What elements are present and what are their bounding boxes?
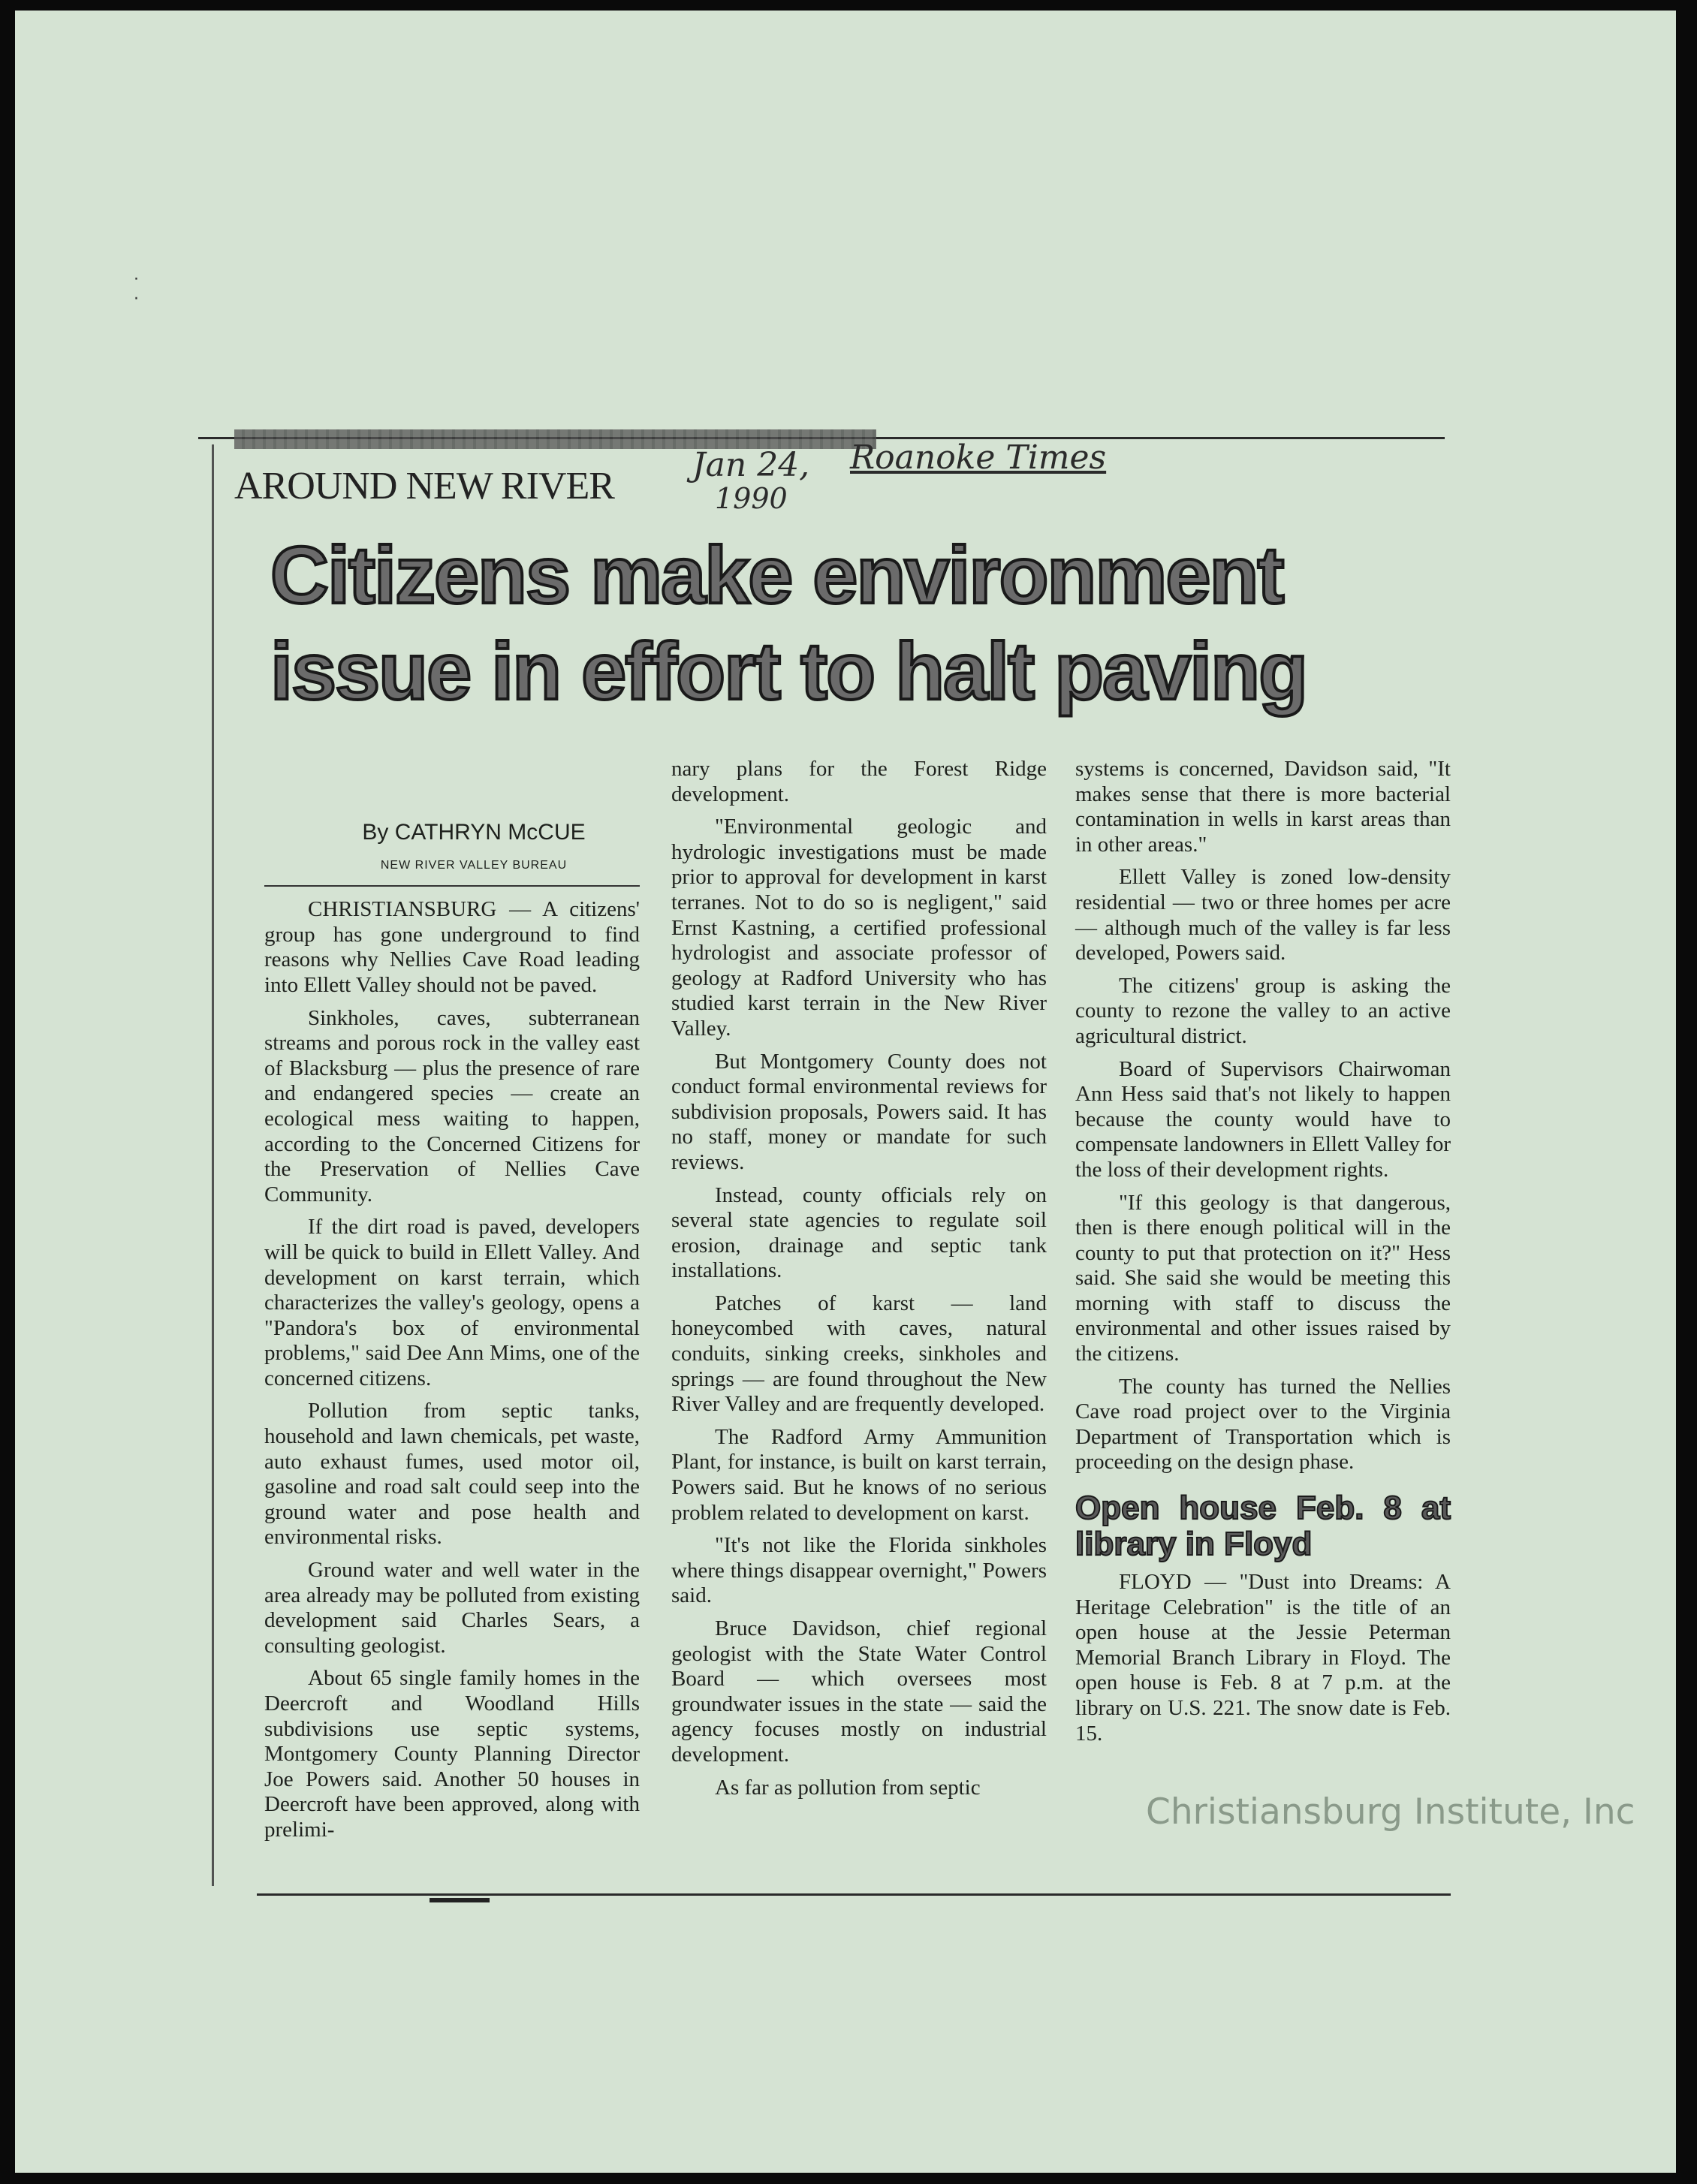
headline: Citizens make environment issue in effort to halt paving — [270, 529, 1307, 716]
byline-bureau: NEW RIVER VALLEY BUREAU — [380, 858, 568, 872]
paragraph: "If this geology is that dangerous, then is there enough political will in the county to put that protection on it?" Hess said. She said she would be meeting this morning with staff to discuss the environmental and other issues raised by the citizens. — [1075, 1190, 1451, 1366]
paragraph: If the dirt road is paved, developers will be quick to build in Ellett Valley. And development on karst terrain, which characterizes the valley's geology, opens a "Pandora's box of environmental problems," said Dee Ann Mims, one of the concerned citizens. — [264, 1215, 640, 1390]
newspaper-clipping — [212, 422, 1451, 1898]
paragraph: Ellett Valley is zoned low-density residential — two or three homes per acre — although much of the valley is far less developed, Powers said. — [1075, 865, 1451, 965]
bottom-mark — [430, 1898, 490, 1902]
paragraph: The Radford Army Ammunition Plant, for instance, is built on karst terrain, Powers said. But he knows of no serious problem related to development on karst. — [671, 1424, 1047, 1525]
column-head: AROUND NEW RIVER — [234, 465, 614, 508]
handwritten-note — [692, 438, 1113, 529]
handwritten-source: Roanoke Times — [850, 438, 1107, 477]
watermark: Christiansburg Institute, Inc — [1146, 1791, 1635, 1833]
sidebar-paragraph: FLOYD — "Dust into Dreams: A Heritage Celebration" is the title of an open house at the Jessie Peterman Memorial Branch Library in Floyd. The open house is Feb. 8 at 7 p.m. at the library on U.S. 221. The snow date is Feb. 15. — [1075, 1570, 1451, 1746]
paragraph: CHRISTIANSBURG — A citizens' group has gone underground to find reasons why Nellies Cave Road leading into Ellett Valley should not be paved. — [264, 897, 640, 997]
left-rule — [212, 444, 214, 1886]
column-3 — [1075, 757, 1451, 1754]
paragraph: Instead, county officials rely on several state agencies to regulate soil erosion, drainage and septic tank installations. — [671, 1182, 1047, 1283]
paragraph: Board of Supervisors Chairwoman Ann Hess said that's not likely to happen because the county would have to compensate landowners in Ellett Valley for the loss of their development rights. — [1075, 1056, 1451, 1182]
margin-specks: · · — [134, 270, 139, 309]
paragraph: The county has turned the Nellies Cave road project over to the Virginia Department of Transportation which is proceeding on the design phase. — [1075, 1374, 1451, 1475]
handwritten-date: Jan 24, — [692, 446, 810, 484]
byline-rule — [264, 885, 640, 887]
paragraph: But Montgomery County does not conduct formal environmental reviews for subdivision proposals, Powers said. It has no staff, money or mandate for such reviews. — [671, 1049, 1047, 1174]
paragraph: Pollution from septic tanks, household and lawn chemicals, pet waste, auto exhaust fumes, used motor oil, gasoline and road salt could seep into the ground water and pose health and environmental risks. — [264, 1399, 640, 1550]
paragraph: Sinkholes, caves, subterranean streams and porous rock in the valley east of Blacksburg — plus the presence of rare and endangered species — create an ecological mess waiting to happen, according to the Concerned Citizens for the Preservation of Nellies Cave Community. — [264, 1005, 640, 1206]
sidebar-headline: Open house Feb. 8 at library in Floyd — [1075, 1490, 1451, 1563]
paragraph: "It's not like the Florida sinkholes where things disappear overnight," Powers said. — [671, 1533, 1047, 1608]
paragraph: Patches of karst — land honeycombed with caves, natural conduits, sinking creeks, sinkholes and springs — are found throughout the New River Valley and are frequently developed. — [671, 1291, 1047, 1417]
paragraph: The citizens' group is asking the county to rezone the valley to an active agricultural district. — [1075, 973, 1451, 1048]
paragraph: As far as pollution from septic — [715, 1775, 981, 1800]
paragraph: systems is concerned, Davidson said, "It makes sense that there is more bacterial contamination in wells in karst areas than in other areas." — [1075, 757, 1451, 857]
paragraph: nary plans for the Forest Ridge development. — [671, 757, 1047, 806]
paragraph: Bruce Davidson, chief regional geologist with the State Water Control Board — which oversees most groundwater issues in the state — said the agency focuses mostly on industrial development. — [671, 1616, 1047, 1767]
handwritten-year: 1990 — [715, 482, 788, 515]
paragraph: About 65 single family homes in the Deercroft and Woodland Hills subdivisions use septic systems, Montgomery County Planning Director Joe Powers said. Another 50 houses in Deercroft have been approved, along with prelimi- — [264, 1666, 640, 1842]
column-2 — [671, 757, 1047, 1808]
byline: By CATHRYN McCUE — [362, 820, 586, 845]
paragraph: Ground water and well water in the area already may be polluted from existing development said Charles Sears, a consulting geologist. — [264, 1558, 640, 1658]
bottom-rule — [257, 1893, 1451, 1896]
paper-sheet — [15, 11, 1676, 2173]
paragraph: "Environmental geologic and hydrologic investigations must be made prior to approval for development in karst terranes. Not to do so is negligent," said Ernst Kastning, a certified professional hydrologist and associate professor of geology at Radford University who has studied karst terrain in the New River Valley. — [671, 815, 1047, 1041]
column-1 — [264, 820, 640, 1851]
